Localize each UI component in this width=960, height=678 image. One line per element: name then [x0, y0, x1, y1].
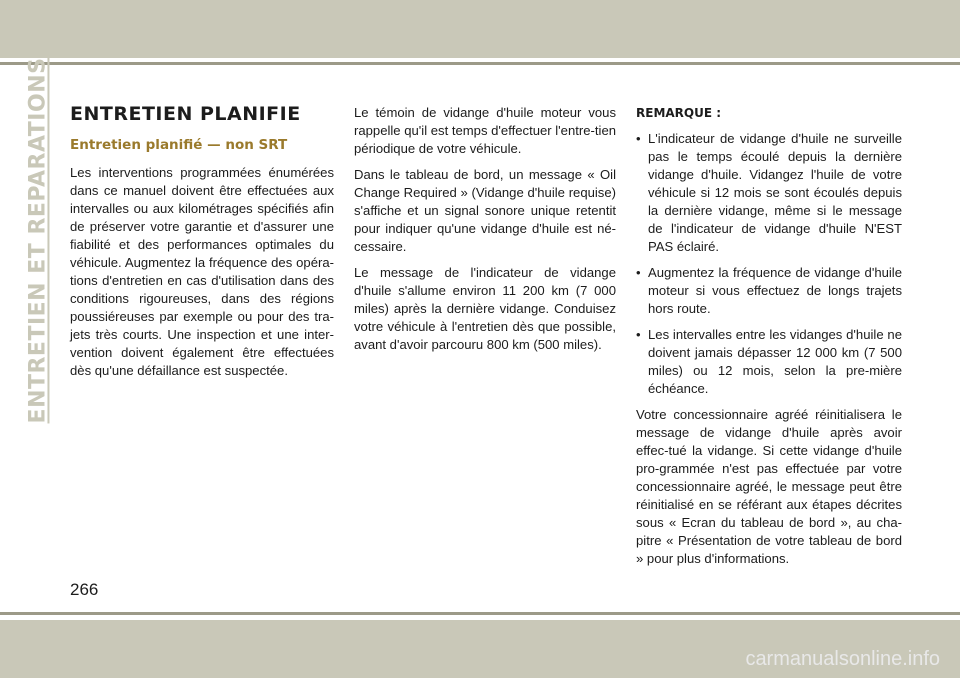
- header-rule: [0, 62, 960, 65]
- paragraph: Les interventions programmées énumérées dans ce manuel doivent être effectuées aux intervalles ou aux kilométrages spécifiés afin de préserver votre garantie et d'assurer une fiabilité et des performances optimales du véhicule. Augmentez la fréquence des opéra-tions d'entretien en cas d'utilisation dans des conditions rigoureuses, dans des régions poussiéreuses par exemple ou pour des tra-jets très courts. Une inspection et une inter-vention doivent également être effectuées dès qu'une défaillance est suspectée.: [70, 165, 334, 378]
- footer-rule: [0, 612, 960, 615]
- note-list-item: • L'indicateur de vidange d'huile ne surveille pas le temps écoulé depuis la dernière vidange d'huile. Vidangez l'huile de votre véhicule si 12 mois se sont écoulés depuis la dernière vidange, même si le message de l'indicateur de vidange d'huile N'EST PAS éclairé.: [636, 130, 902, 256]
- section-side-tab: [24, 57, 52, 423]
- column-middle: [354, 104, 616, 362]
- column-left: [70, 102, 334, 388]
- paragraph: Le témoin de vidange d'huile moteur vous rappelle qu'il est temps d'effectuer l'entre-tien périodique de votre véhicule.: [354, 105, 617, 156]
- paragraph: Votre concessionnaire agréé réinitialisera le message de vidange d'huile après avoir effec-tué la vidange. Si cette vidange d'huile pro-grammée n'est pas effectuée par votre concessionnaire agréé, le message peut être réinitialisé en se référant aux étapes décrites sous « Ecran du tableau de bord », au cha-pitre « Présentation de votre tableau de bord » pour plus d'informations.: [636, 407, 902, 566]
- header-band: [0, 0, 960, 58]
- paragraph: Dans le tableau de bord, un message « Oil Change Required » (Vidange d'huile requise) s'affiche et un signal sonore unique retentit pour indiquer qu'une vidange d'huile est né-cessaire.: [354, 167, 616, 254]
- page-number: 266: [70, 580, 99, 599]
- section-side-tab-label: ENTRETIEN ET REPARATIONS: [25, 57, 51, 423]
- paragraph: Le message de l'indicateur de vidange d'huile s'allume environ 11 200 km (7 000 miles) après la dernière vidange. Conduisez votre véhicule à l'entretien dès que possible, avant d'avoir parcouru 800 km (500 miles).: [354, 265, 616, 352]
- note-list: [636, 130, 902, 398]
- note-list-item: • Les intervalles entre les vidanges d'huile ne doivent jamais dépasser 12 000 km (7 500 miles) ou 12 mois, selon la pre-mière échéance.: [636, 326, 902, 398]
- watermark: carmanualsonline.info: [745, 648, 940, 670]
- note-list-item: • Augmentez la fréquence de vidange d'huile moteur si vous effectuez de longs trajets hors route.: [636, 264, 902, 318]
- column-right: [636, 104, 902, 576]
- note-heading: REMARQUE :: [636, 106, 722, 120]
- section-subtitle: Entretien planifié — non SRT: [70, 137, 288, 153]
- page-title: ENTRETIEN PLANIFIE: [70, 103, 301, 125]
